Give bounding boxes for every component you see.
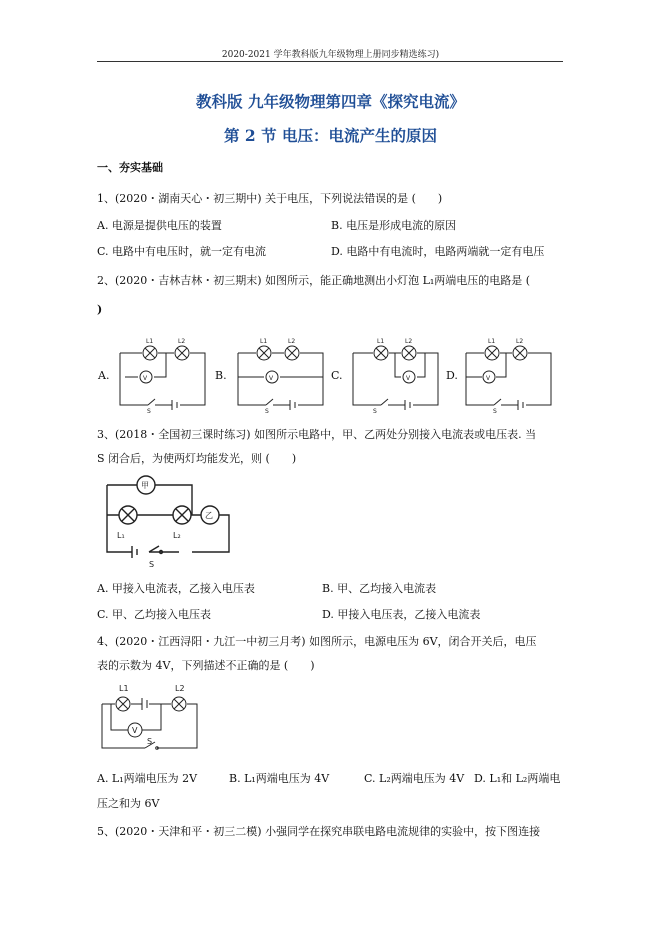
q2-circuit-c — [343, 335, 453, 415]
q4-option-c: C. L₂两端电压为 4V — [364, 772, 465, 785]
q4-stem-line2: 表的示数为 4V，下列描述不正确的是 ( ) — [97, 659, 315, 672]
label-v: V — [269, 375, 274, 382]
label-v: V — [486, 375, 491, 382]
label-l1: L1 — [260, 338, 268, 345]
q3-circuit — [97, 470, 237, 570]
label-l2: L2 — [175, 684, 185, 693]
q3-option-c: C. 甲、乙均接入电压表 — [97, 608, 212, 621]
q2-option-b: B. — [215, 369, 227, 382]
label-v: V — [406, 375, 411, 382]
q2-option-c: C. — [331, 369, 343, 382]
q4-option-d: D. L₁和 L₂两端电 — [474, 772, 561, 785]
label-s: S — [493, 408, 497, 415]
q2-option-a: A. — [98, 369, 110, 382]
label-s: S — [149, 560, 155, 569]
q3-stem-line1: 3、(2018・全国初三课时练习) 如图所示电路中，甲、乙两处分别接入电流表或电压表. 当 — [97, 428, 537, 441]
label-v: V — [132, 726, 138, 735]
q3-stem-line2: S 闭合后，为使两灯均能发光，则 ( ) — [97, 452, 297, 465]
q1-option-a: A. 电源是提供电压的装置 — [97, 219, 222, 232]
label-l1: L₁ — [117, 531, 125, 540]
page-subtitle: 第 2 节 电压：电流产生的原因 — [224, 126, 437, 145]
label-l1: L1 — [119, 684, 129, 693]
label-jia: 甲 — [141, 481, 149, 490]
q4-circuit — [97, 678, 207, 758]
label-l2: L2 — [405, 338, 413, 345]
q3-option-d: D. 甲接入电压表，乙接入电流表 — [322, 608, 481, 621]
q5-stem: 5、(2020・天津和平・初三二模) 小强同学在探究串联电路电流规律的实验中，按下图连接 — [97, 825, 541, 838]
label-l1: L1 — [146, 338, 154, 345]
q2-stem: 2、(2020・吉林吉林・初三期末) 如图所示，能正确地测出小灯泡 L₁两端电压的电路是 ( — [97, 274, 531, 287]
label-l1: L1 — [377, 338, 385, 345]
label-yi: 乙 — [205, 511, 213, 520]
q3-option-a: A. 甲接入电流表，乙接入电压表 — [97, 582, 255, 595]
label-l2: L2 — [288, 338, 296, 345]
q4-option-b: B. L₁两端电压为 4V — [229, 772, 330, 785]
q2-option-d: D. — [446, 369, 458, 382]
header-divider — [97, 61, 563, 62]
label-l2: L₂ — [173, 531, 181, 540]
q3-option-b: B. 甲、乙均接入电流表 — [322, 582, 437, 595]
q2-circuit-a — [110, 335, 220, 415]
label-s: S — [265, 408, 269, 415]
label-s: S — [147, 408, 151, 415]
label-v: V — [143, 375, 148, 382]
label-l1: L1 — [488, 338, 496, 345]
q4-stem-line1: 4、(2020・江西浔阳・九江一中初三月考) 如图所示，电源电压为 6V，闭合开关后，电压 — [97, 635, 537, 648]
q2-circuit-d — [456, 335, 566, 415]
q1-option-c: C. 电路中有电压时，就一定有电流 — [97, 245, 267, 258]
q4-option-a: A. L₁两端电压为 2V — [97, 772, 198, 785]
label-l2: L2 — [178, 338, 186, 345]
q1-stem: 1、(2020・湖南天心・初三期中) 关于电压，下列说法错误的是 ( ) — [97, 192, 443, 205]
label-l2: L2 — [516, 338, 524, 345]
q1-option-d: D. 电路中有电流时，电路两端就一定有电压 — [331, 245, 545, 258]
q4-option-d-cont: 压之和为 6V — [97, 797, 160, 810]
q1-option-b: B. 电压是形成电流的原因 — [331, 219, 457, 232]
section-heading: 一、夯实基础 — [97, 161, 163, 174]
page-header: 2020-2021 学年教科版九年级物理上册同步精选练习) — [221, 50, 440, 60]
page-title: 教科版 九年级物理第四章《探究电流》 — [196, 92, 465, 111]
q2-stem-end: ) — [97, 303, 103, 316]
label-s: S — [373, 408, 377, 415]
label-s: S — [147, 737, 153, 746]
q2-circuit-b — [228, 335, 338, 415]
